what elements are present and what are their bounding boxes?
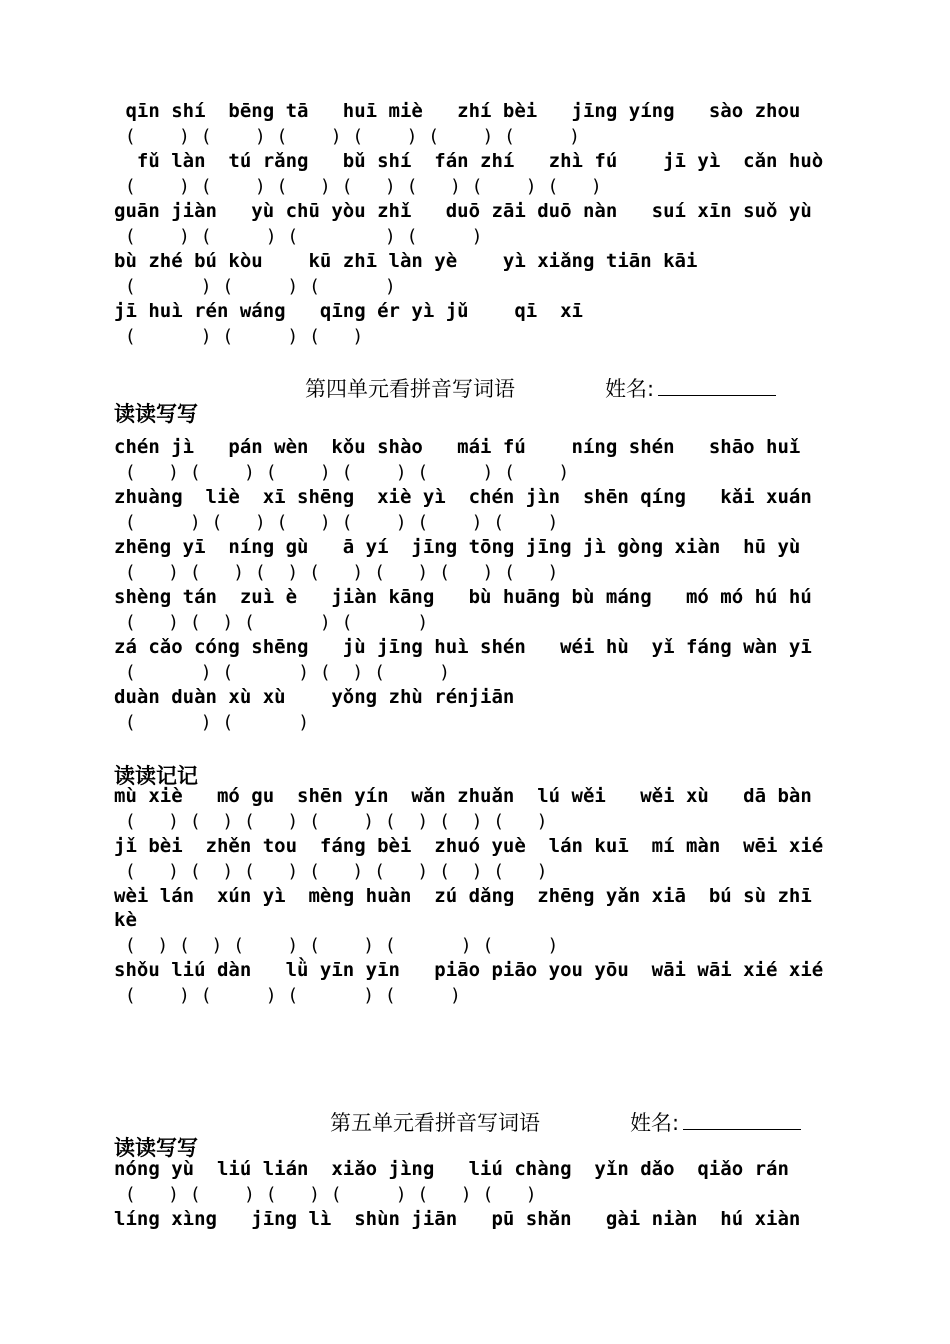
pinyin-row: jī huì rén wáng qīng ér yì jǔ qī xī <box>114 300 583 322</box>
answer-brackets: ( ) ( ) ( ) ( ) <box>114 662 450 683</box>
answer-brackets: ( ) ( ) ( ) ( ) ( ) ( ) <box>114 512 559 533</box>
pinyin-row: duàn duàn xù xù yǒng zhù rénjiān <box>114 686 515 708</box>
answer-brackets: ( ) ( ) ( ) ( ) <box>114 985 461 1006</box>
name-field[interactable]: 姓名: <box>605 373 776 403</box>
pinyin-row: qīn shí bēng tā huī miè zhí bèi jīng yíng sào zhou <box>114 100 801 122</box>
pinyin-row: fǔ làn tú rǎng bǔ shí fán zhí zhì fú jī yì cǎn huò <box>114 150 824 172</box>
read-remember-label: 读读记记 <box>114 764 198 788</box>
pinyin-row: shèng tán zuì è jiàn kāng bù huāng bù máng mó mó hú hú <box>114 586 812 608</box>
pinyin-row-wrap: kè <box>114 909 137 931</box>
pinyin-row: zhēng yī níng gù ā yí jīng tōng jīng jì gòng xiàn hū yù <box>114 536 801 558</box>
pinyin-row: zá cǎo cóng shēng jù jīng huì shén wéi hù yǐ fáng wàn yī <box>114 636 812 658</box>
answer-brackets: ( ) ( ) ( ) <box>114 276 396 297</box>
section-title: 第四单元看拼音写词语 <box>305 377 515 401</box>
pinyin-row: líng xìng jīng lì shùn jiān pū shǎn gài niàn hú xiàn <box>114 1208 801 1230</box>
section-title: 第五单元看拼音写词语 <box>330 1111 540 1135</box>
read-write-label: 读读写写 <box>114 1136 198 1160</box>
pinyin-row: shǒu liú dàn lǜ yīn yīn piāo piāo you yōu wāi wāi xié xié <box>114 959 824 981</box>
pinyin-row: chén jì pán wèn kǒu shào mái fú níng shén shāo huǐ <box>114 436 801 458</box>
pinyin-row: wèi lán xún yì mèng huàn zú dǎng zhēng yǎn xiā bú sù zhī <box>114 885 812 907</box>
pinyin-row: mù xiè mó gu shēn yín wǎn zhuǎn lú wěi wěi xù dā bàn <box>114 785 812 807</box>
pinyin-row: jǐ bèi zhěn tou fáng bèi zhuó yuè lán kuī mí màn wēi xié <box>114 835 824 857</box>
pinyin-row: bù zhé bú kòu kū zhī làn yè yì xiǎng tiān kāi <box>114 250 698 272</box>
answer-brackets: ( ) ( ) ( ) ( ) ( ) ( ) <box>114 126 580 147</box>
answer-brackets: ( ) ( ) ( ) ( ) ( ) ( ) ( ) <box>114 176 602 197</box>
name-field[interactable]: 姓名: <box>630 1107 801 1137</box>
answer-brackets: ( ) ( ) ( ) ( ) ( ) ( ) ( ) <box>114 811 548 832</box>
read-write-label: 读读写写 <box>114 402 198 426</box>
answer-brackets: ( ) ( ) ( ) ( ) ( ) ( ) ( ) <box>114 861 548 882</box>
answer-brackets: ( ) ( ) ( ) ( ) ( ) ( ) <box>114 1184 537 1205</box>
answer-brackets: ( ) ( ) ( ) ( ) ( ) ( ) ( ) <box>114 562 559 583</box>
answer-brackets: ( ) ( ) <box>114 712 310 733</box>
pinyin-row: nóng yù liú lián xiǎo jìng liú chàng yǐn dǎo qiǎo rán <box>114 1158 789 1180</box>
pinyin-row: guān jiàn yù chū yòu zhǐ duō zāi duō nàn suí xīn suǒ yù <box>114 200 812 222</box>
answer-brackets: ( ) ( ) ( ) ( ) <box>114 612 429 633</box>
answer-brackets: ( ) ( ) ( ) ( ) ( ) ( ) <box>114 462 570 483</box>
answer-brackets: ( ) ( ) ( ) ( ) ( ) ( ) <box>114 935 559 956</box>
answer-brackets: ( ) ( ) ( ) <box>114 326 364 347</box>
answer-brackets: ( ) ( ) ( ) ( ) <box>114 226 483 247</box>
pinyin-row: zhuàng liè xī shēng xiè yì chén jìn shēn qíng kǎi xuán <box>114 486 812 508</box>
